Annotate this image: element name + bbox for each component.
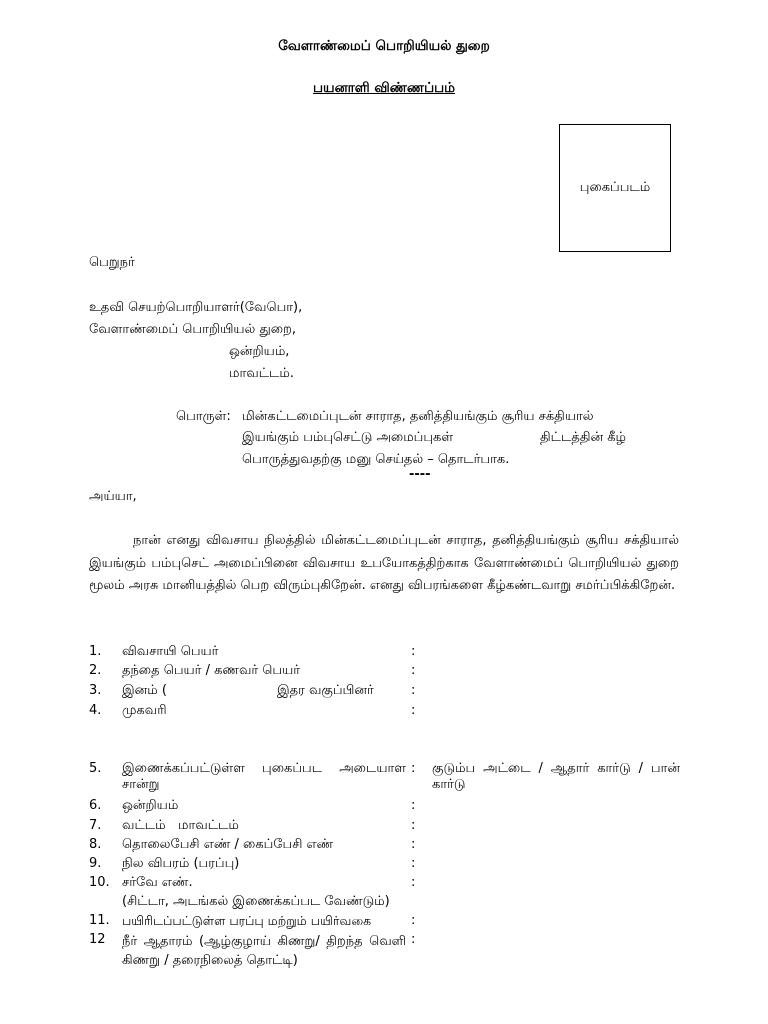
subject-line-3: பொருத்துவதற்கு மனு செய்தல் – தொடர்பாக. <box>242 452 510 467</box>
field-colon: : <box>411 761 416 776</box>
photo-placeholder-label: புகைப்படம் <box>579 180 651 195</box>
field-label-father-husband-name: தந்தை பெயர் / கணவர் பெயர் <box>122 663 301 678</box>
recipient-line-4: மாவட்டம். <box>229 366 294 381</box>
field-label-community: இனம் ( <box>122 683 167 698</box>
field-number: 10. <box>89 875 110 890</box>
recipient-to-label: பெறுநர் <box>89 255 135 270</box>
subject-line-2b: திட்டத்தின் கீழ் <box>540 430 626 445</box>
field-number: 3. <box>89 683 102 698</box>
recipient-line-2: வேளாண்மைப் பொறியியல் துறை, <box>89 322 297 337</box>
field-label-phone: தொலைபேசி எண் / கைப்பேசி எண் <box>122 837 334 852</box>
field-colon: : <box>411 913 416 928</box>
field-number: 1. <box>89 644 102 659</box>
recipient-line-1: உதவி செயற்பொறியாளர்(வேபொ), <box>89 300 303 315</box>
field-label-cultivated-area-crop: பயிரிடப்பட்டுள்ள பரப்பு மற்றும் பயிர்வகை <box>122 913 372 928</box>
field-number: 7. <box>89 818 102 833</box>
field-colon: : <box>411 798 416 813</box>
field-label-other-category: இதர வகுப்பினர் <box>277 683 374 698</box>
subject-line-2a: இயங்கும் பம்புசெட்டு அமைப்புகள் <box>242 430 454 445</box>
field-label-union: ஒன்றியம் <box>122 798 179 813</box>
field-label-district: மாவட்டம் <box>178 818 239 833</box>
field-number: 8. <box>89 837 102 852</box>
field-number: 2. <box>89 663 102 678</box>
field-colon: : <box>411 703 416 718</box>
salutation: அய்யா, <box>89 489 137 504</box>
form-title: பயனாளி விண்ணப்பம் <box>312 80 456 96</box>
field-colon: : <box>411 663 416 678</box>
field-label-water-source: நீர் ஆதாரம் (ஆழ்குழாய் கிணறு/ திறந்த வெளி கிணறு / தரைநிலைத் தொட்டி) <box>122 934 406 968</box>
field-number: 9. <box>89 856 102 871</box>
photo-placeholder-box <box>559 124 671 252</box>
field-label-photo-id-proof: இணைக்கப்பட்டுள்ள புகைப்பட அடையாள சான்று <box>122 761 406 792</box>
subject-label: பொருள்: <box>176 409 231 424</box>
field-colon: : <box>411 644 416 659</box>
field-number: 5. <box>89 761 102 776</box>
field-label-survey-number: சர்வே எண். <box>122 875 193 890</box>
field-colon: : <box>411 837 416 852</box>
field-colon: : <box>411 932 416 947</box>
field-colon: : <box>411 856 416 871</box>
field-value-id-options: குடும்ப அட்டை / ஆதார் கார்டு / பான் கார்டு <box>432 761 680 792</box>
department-title: வேளாண்மைப் பொறியியல் துறை <box>278 38 490 54</box>
recipient-line-3: ஒன்றியம், <box>229 344 290 359</box>
field-label-taluk: வட்டம் <box>122 818 166 833</box>
field-label-address: முகவரி <box>122 703 167 718</box>
subject-line-1: மின்கட்டமைப்புடன் சாராத, தனித்தியங்கும் சூரிய சக்தியால் <box>242 409 594 424</box>
field-number: 12 <box>89 932 106 947</box>
field-number: 11. <box>89 913 110 928</box>
body-paragraph: நான் எனது விவசாய நிலத்தில் மின்கட்டமைப்புடன் சாராத, தனித்தியங்கும் சூரிய சக்தியால் இயங்கும் பம்புசெட் அமைப்பினை விவசாய உபயோகத்திற்காக வேளாண்மைப் பொறியியல் துறை மூலம் அரசு மானியத்தில் பெற விரும்புகிறேன். எனது விபரங்களை கீழ்கண்டவாறு சமர்ப்பிக்கிறேன். <box>89 533 679 593</box>
field-colon: : <box>411 875 416 890</box>
field-number: 6. <box>89 798 102 813</box>
field-label-land-area: நில விபரம் (பரப்பு) <box>122 856 240 871</box>
field-number: 4. <box>89 703 102 718</box>
subject-underline-dashes: ---- <box>409 467 431 482</box>
field-colon: : <box>411 818 416 833</box>
field-note-survey-attachments: (சிட்டா, அடங்கல் இணைக்கப்பட வேண்டும்) <box>122 894 390 909</box>
field-colon: : <box>411 683 416 698</box>
field-label-farmer-name: விவசாயி பெயர் <box>122 644 219 659</box>
